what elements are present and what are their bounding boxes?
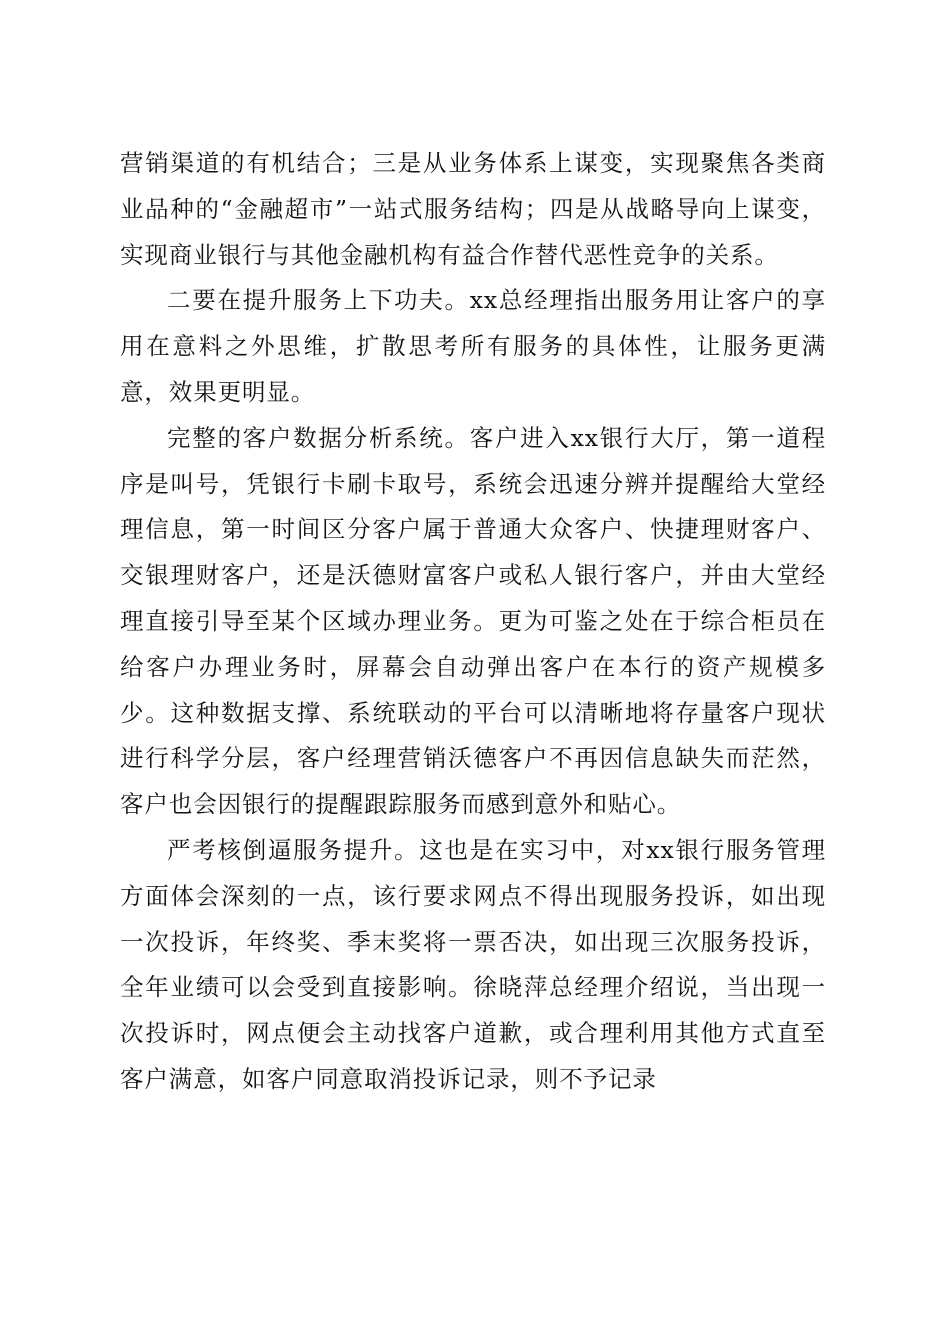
paragraph-strict-assessment: 严考核倒逼服务提升。这也是在实习中，对xx银行服务管理方面体会深刻的一点，该行要求网点不得出现服务投诉，如出现一次投诉，年终奖、季末奖将一票否决，如出现三次服务投诉，全年业绩可以会受到直接影响。徐晓萍总经理介绍说，当出现一次投诉时，网点便会主动找客户道歉，或合理利用其他方式直至客户满意，如客户同意取消投诉记录，则不予记录 bbox=[120, 835, 826, 1093]
document-body bbox=[120, 141, 826, 1103]
paragraph-continuation: 营销渠道的有机结合；三是从业务体系上谋变，实现聚焦各类商业品种的“金融超市”一站式服务结构；四是从战略导向上谋变，实现商业银行与其他金融机构有益合作替代恶性竞争的关系。 bbox=[120, 149, 826, 269]
paragraph-customer-data-system: 完整的客户数据分析系统。客户进入xx银行大厅，第一道程序是叫号，凭银行卡刷卡取号，系统会迅速分辨并提醒给大堂经理信息，第一时间区分客户属于普通大众客户、快捷理财客户、交银理财客户，还是沃德财富客户或私人银行客户，并由大堂经理直接引导至某个区域办理业务。更为可鉴之处在于综合柜员在给客户办理业务时，屏幕会自动弹出客户在本行的资产规模多少。这种数据支撑、系统联动的平台可以清晰地将存量客户现状进行科学分层，客户经理营销沃德客户不再因信息缺失而茫然，客户也会因银行的提醒跟踪服务而感到意外和贴心。 bbox=[120, 423, 826, 819]
paragraph-service-improvement: 二要在提升服务上下功夫。xx总经理指出服务用让客户的享用在意料之外思维，扩散思考所有服务的具体性，让服务更满意，效果更明显。 bbox=[120, 286, 826, 406]
